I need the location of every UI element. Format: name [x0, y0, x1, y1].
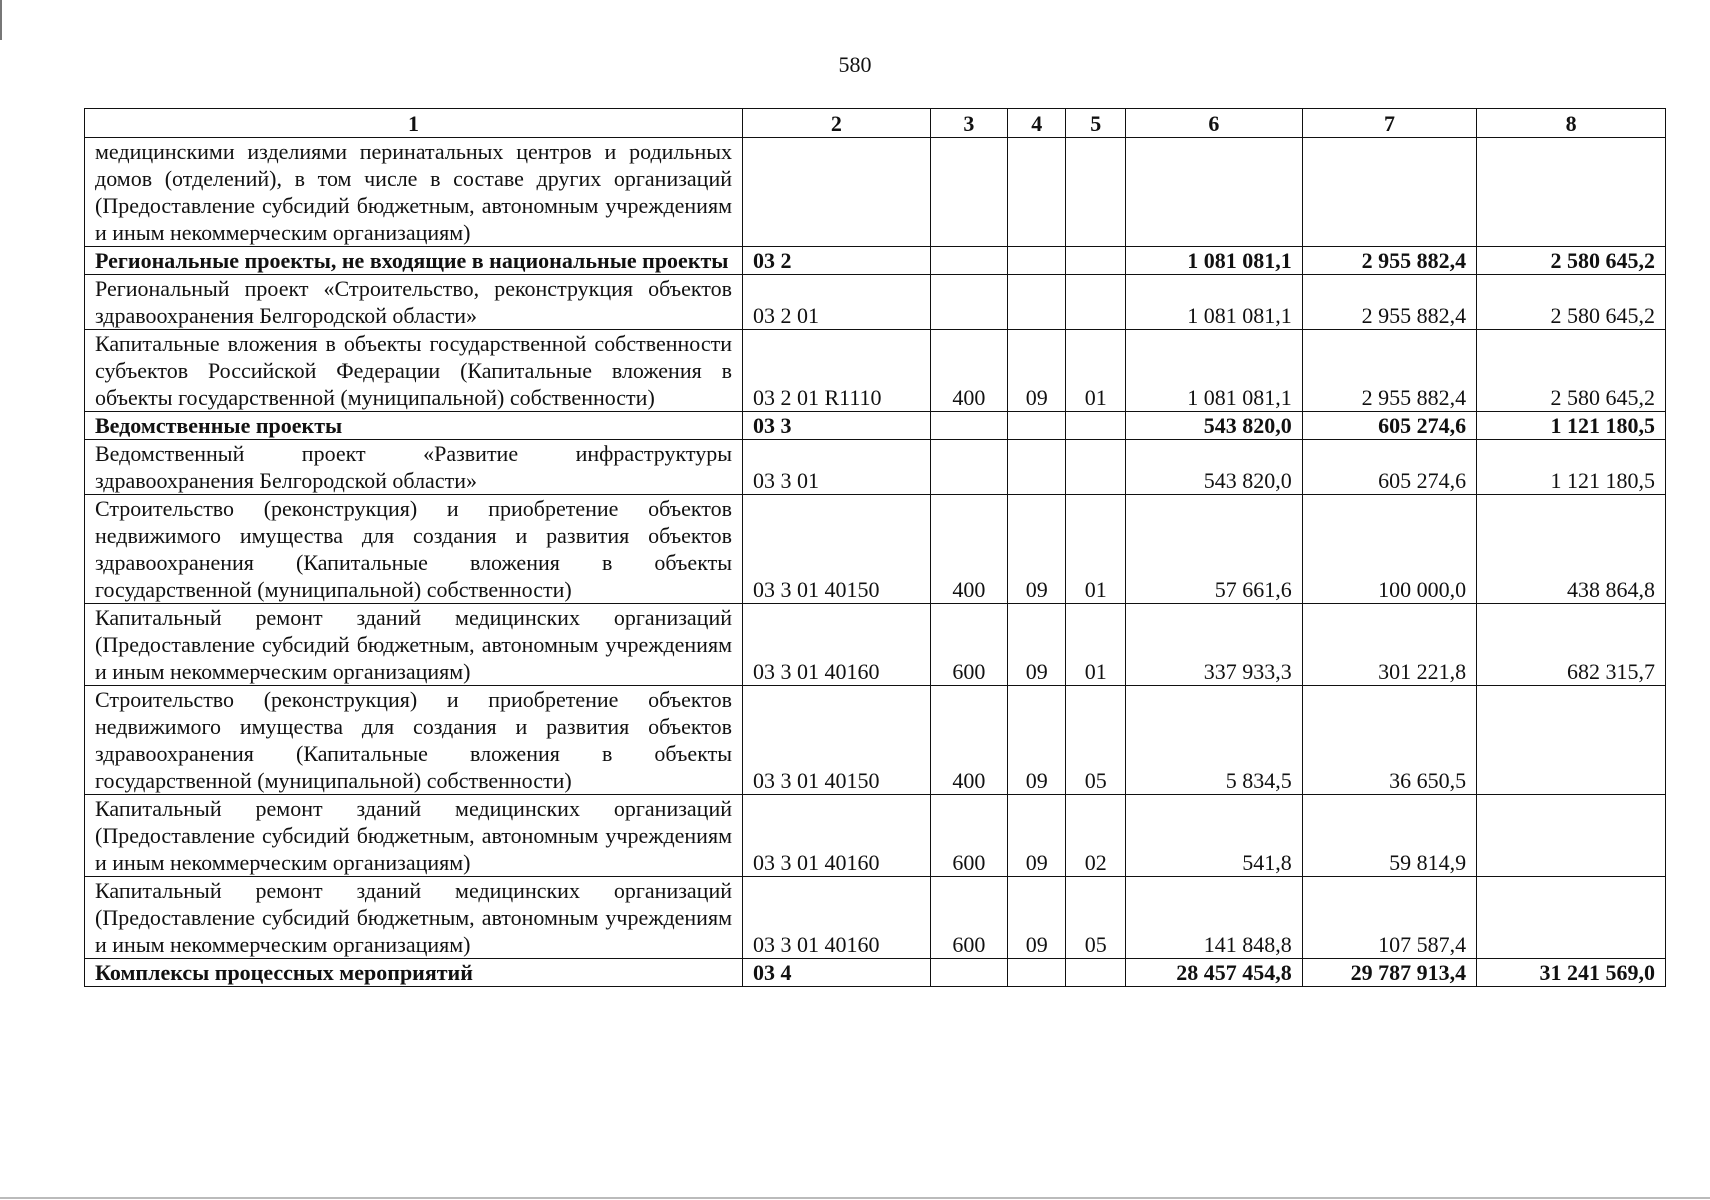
row-name-cell: Региональный проект «Строительство, реконструкция объектов здравоохранения Белгородской области» [85, 275, 743, 330]
row-amount-cell [1477, 877, 1666, 959]
row-amount-cell: 57 661,6 [1126, 495, 1303, 604]
row-amount-cell: 36 650,5 [1302, 686, 1476, 795]
row-amount-cell: 31 241 569,0 [1477, 959, 1666, 987]
row-vr-cell [930, 138, 1007, 247]
row-amount-cell: 28 457 454,8 [1126, 959, 1303, 987]
row-amount-cell: 2 955 882,4 [1302, 247, 1476, 275]
row-pr-cell: 02 [1066, 795, 1126, 877]
row-vr-cell [930, 440, 1007, 495]
table-row [85, 247, 1666, 275]
row-pr-cell: 01 [1066, 604, 1126, 686]
row-code-cell: 03 3 01 [743, 440, 931, 495]
row-rz-cell [1007, 440, 1066, 495]
row-amount-cell: 100 000,0 [1302, 495, 1476, 604]
row-code-cell: 03 2 01 R1110 [743, 330, 931, 412]
row-amount-cell [1302, 138, 1476, 247]
scan-edge-bottom [0, 1197, 1710, 1199]
row-amount-cell: 1 121 180,5 [1477, 440, 1666, 495]
table-row [85, 275, 1666, 330]
row-name-cell: Строительство (реконструкция) и приобретение объектов недвижимого имущества для создания и развития объектов здравоохранения (Капитальные вложения в объекты государственной (муниципальной) собственности) [85, 686, 743, 795]
row-vr-cell: 400 [930, 495, 1007, 604]
row-code-cell [743, 138, 931, 247]
row-rz-cell [1007, 247, 1066, 275]
row-vr-cell: 400 [930, 686, 1007, 795]
row-amount-cell: 107 587,4 [1302, 877, 1476, 959]
column-header: 7 [1302, 109, 1476, 138]
row-vr-cell: 400 [930, 330, 1007, 412]
row-pr-cell [1066, 247, 1126, 275]
column-header: 4 [1007, 109, 1066, 138]
row-rz-cell [1007, 275, 1066, 330]
row-rz-cell: 09 [1007, 686, 1066, 795]
row-code-cell: 03 3 01 40160 [743, 877, 931, 959]
row-name-cell: Капитальный ремонт зданий медицинских организаций (Предоставление субсидий бюджетным, автономным учреждениям и иным некоммерческим организациям) [85, 795, 743, 877]
row-amount-cell: 1 081 081,1 [1126, 330, 1303, 412]
column-header: 3 [930, 109, 1007, 138]
row-pr-cell [1066, 138, 1126, 247]
row-amount-cell: 301 221,8 [1302, 604, 1476, 686]
row-amount-cell: 59 814,9 [1302, 795, 1476, 877]
row-amount-cell: 541,8 [1126, 795, 1303, 877]
row-amount-cell: 5 834,5 [1126, 686, 1303, 795]
row-name-cell: Капитальные вложения в объекты государственной собственности субъектов Российской Федерации (Капитальные вложения в объекты государственной (муниципальной) собственности) [85, 330, 743, 412]
row-code-cell: 03 4 [743, 959, 931, 987]
row-amount-cell: 438 864,8 [1477, 495, 1666, 604]
row-code-cell: 03 3 [743, 412, 931, 440]
column-header: 2 [743, 109, 931, 138]
column-header: 5 [1066, 109, 1126, 138]
row-amount-cell: 1 081 081,1 [1126, 275, 1303, 330]
row-name-cell: Ведомственный проект «Развитие инфраструктуры здравоохранения Белгородской области» [85, 440, 743, 495]
row-amount-cell: 337 933,3 [1126, 604, 1303, 686]
row-amount-cell: 605 274,6 [1302, 412, 1476, 440]
row-code-cell: 03 3 01 40160 [743, 604, 931, 686]
table-row [85, 440, 1666, 495]
row-vr-cell [930, 275, 1007, 330]
row-code-cell: 03 3 01 40160 [743, 795, 931, 877]
row-amount-cell: 2 955 882,4 [1302, 330, 1476, 412]
row-vr-cell [930, 959, 1007, 987]
table-row [85, 686, 1666, 795]
row-name-cell: Капитальный ремонт зданий медицинских организаций (Предоставление субсидий бюджетным, автономным учреждениям и иным некоммерческим организациям) [85, 604, 743, 686]
row-rz-cell: 09 [1007, 795, 1066, 877]
row-name-cell: Региональные проекты, не входящие в национальные проекты [85, 247, 743, 275]
row-amount-cell: 141 848,8 [1126, 877, 1303, 959]
row-code-cell: 03 2 01 [743, 275, 931, 330]
budget-table [84, 108, 1666, 987]
row-amount-cell: 2 580 645,2 [1477, 247, 1666, 275]
row-pr-cell: 01 [1066, 330, 1126, 412]
row-name-cell: Капитальный ремонт зданий медицинских организаций (Предоставление субсидий бюджетным, автономным учреждениям и иным некоммерческим организациям) [85, 877, 743, 959]
row-rz-cell: 09 [1007, 877, 1066, 959]
row-amount-cell: 543 820,0 [1126, 440, 1303, 495]
row-amount-cell: 543 820,0 [1126, 412, 1303, 440]
row-code-cell: 03 3 01 40150 [743, 686, 931, 795]
row-amount-cell: 1 121 180,5 [1477, 412, 1666, 440]
row-pr-cell [1066, 412, 1126, 440]
row-amount-cell: 605 274,6 [1302, 440, 1476, 495]
row-rz-cell: 09 [1007, 330, 1066, 412]
row-amount-cell: 2 580 645,2 [1477, 275, 1666, 330]
row-vr-cell: 600 [930, 877, 1007, 959]
row-rz-cell [1007, 412, 1066, 440]
row-rz-cell: 09 [1007, 604, 1066, 686]
row-pr-cell: 05 [1066, 686, 1126, 795]
table-row [85, 495, 1666, 604]
row-amount-cell [1477, 138, 1666, 247]
row-rz-cell [1007, 959, 1066, 987]
table-row [85, 330, 1666, 412]
column-header: 6 [1126, 109, 1303, 138]
row-code-cell: 03 3 01 40150 [743, 495, 931, 604]
column-header: 1 [85, 109, 743, 138]
row-vr-cell: 600 [930, 604, 1007, 686]
row-code-cell: 03 2 [743, 247, 931, 275]
row-amount-cell: 2 955 882,4 [1302, 275, 1476, 330]
table-row [85, 959, 1666, 987]
row-name-cell: медицинскими изделиями перинатальных центров и родильных домов (отделений), в том числе в составе других организаций (Предоставление субсидий бюджетным, автономным учреждениям и иным некоммерческим организациям) [85, 138, 743, 247]
row-rz-cell [1007, 138, 1066, 247]
row-name-cell: Строительство (реконструкция) и приобретение объектов недвижимого имущества для создания и развития объектов здравоохранения (Капитальные вложения в объекты государственной (муниципальной) собственности) [85, 495, 743, 604]
row-vr-cell [930, 412, 1007, 440]
row-pr-cell [1066, 959, 1126, 987]
table-header-row [85, 109, 1666, 138]
row-vr-cell [930, 247, 1007, 275]
scan-edge-left [0, 0, 2, 40]
row-name-cell: Комплексы процессных мероприятий [85, 959, 743, 987]
row-amount-cell [1126, 138, 1303, 247]
table-row [85, 604, 1666, 686]
row-pr-cell: 01 [1066, 495, 1126, 604]
table-row [85, 412, 1666, 440]
row-amount-cell: 682 315,7 [1477, 604, 1666, 686]
table-row [85, 877, 1666, 959]
table-row [85, 795, 1666, 877]
row-amount-cell: 29 787 913,4 [1302, 959, 1476, 987]
row-vr-cell: 600 [930, 795, 1007, 877]
table-row [85, 138, 1666, 247]
table-body [85, 138, 1666, 987]
row-amount-cell: 2 580 645,2 [1477, 330, 1666, 412]
row-name-cell: Ведомственные проекты [85, 412, 743, 440]
row-rz-cell: 09 [1007, 495, 1066, 604]
row-pr-cell [1066, 275, 1126, 330]
row-amount-cell [1477, 686, 1666, 795]
page-number: 580 [838, 52, 872, 77]
row-amount-cell: 1 081 081,1 [1126, 247, 1303, 275]
row-amount-cell [1477, 795, 1666, 877]
column-header: 8 [1477, 109, 1666, 138]
row-pr-cell [1066, 440, 1126, 495]
row-pr-cell: 05 [1066, 877, 1126, 959]
